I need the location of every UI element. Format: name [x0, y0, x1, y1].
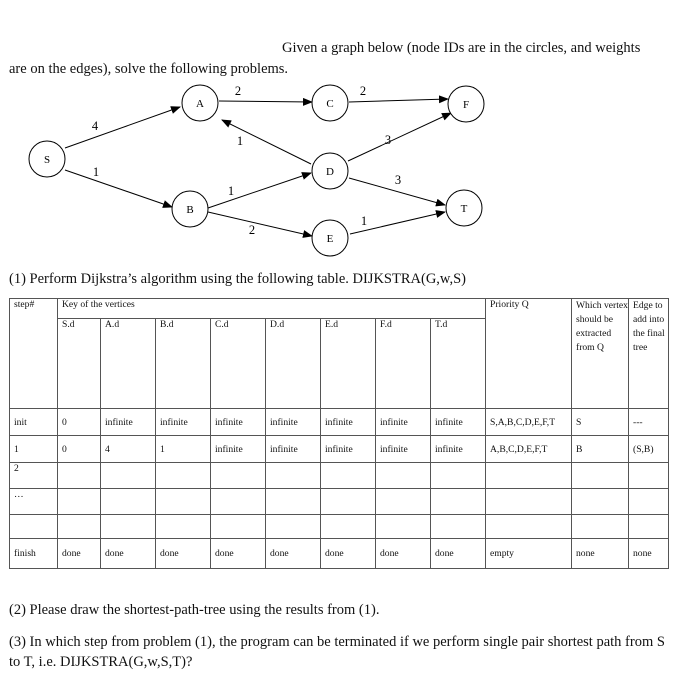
key-cell [156, 489, 211, 515]
queue-cell [486, 463, 572, 489]
column-header: A.d [101, 319, 156, 409]
edge-header: Edge to add into the final tree [629, 299, 669, 409]
key-cell: 1 [156, 436, 211, 463]
edge-D-F [348, 113, 451, 161]
key-cell [321, 463, 376, 489]
edge-B-D [208, 173, 311, 208]
key-cell: infinite [376, 409, 431, 436]
key-cell: infinite [266, 409, 321, 436]
step-cell: … [10, 489, 58, 515]
key-cell [376, 463, 431, 489]
key-cell [156, 463, 211, 489]
key-cell [211, 463, 266, 489]
weight-S-A: 4 [91, 119, 99, 133]
queue-cell: A,B,C,D,E,F,T [486, 436, 572, 463]
key-cell: infinite [211, 409, 266, 436]
key-cell: infinite [266, 436, 321, 463]
edge-cell: --- [629, 409, 669, 436]
key-cell [58, 489, 101, 515]
column-header: S.d [58, 319, 101, 409]
key-cell [211, 515, 266, 539]
weight-S-B: 1 [92, 165, 100, 179]
edge-C-F [349, 99, 448, 102]
table-row [10, 539, 669, 569]
table-row [10, 409, 669, 436]
edge-D-A [222, 120, 311, 164]
edge-cell [629, 489, 669, 515]
key-cell: done [431, 539, 486, 569]
key-cell: 4 [101, 436, 156, 463]
which-cell [572, 515, 629, 539]
queue-cell: empty [486, 539, 572, 569]
intro-line-2: are on the edges), solve the following problems. [9, 61, 289, 77]
key-cell: infinite [211, 436, 266, 463]
edge-S-A [65, 107, 180, 148]
node-label-F: F [462, 99, 470, 111]
step-cell: 1 [10, 436, 58, 463]
key-cell [58, 515, 101, 539]
key-cell [431, 515, 486, 539]
key-cell: infinite [431, 409, 486, 436]
column-header: E.d [321, 319, 376, 409]
node-label-B: B [186, 204, 194, 216]
key-cell [58, 463, 101, 489]
weight-A-C: 2 [234, 84, 242, 98]
table-row [10, 515, 669, 539]
key-cell [101, 489, 156, 515]
question-2: (2) Please draw the shortest-path-tree using the results from (1). [9, 602, 380, 618]
table-header-row [10, 299, 669, 319]
key-cell [266, 515, 321, 539]
weight-E-T: 1 [360, 214, 368, 228]
intro-line-1: Given a graph below (node IDs are in the circles, and weights [282, 40, 641, 56]
edge-A-C [219, 101, 312, 102]
key-cell: infinite [376, 436, 431, 463]
key-cell [101, 515, 156, 539]
weight-B-E: 2 [248, 223, 256, 237]
queue-cell [486, 489, 572, 515]
key-cell: infinite [156, 409, 211, 436]
which-cell [572, 463, 629, 489]
key-header: Key of the vertices [58, 299, 486, 319]
weight-D-A: 1 [236, 134, 244, 148]
table-row [10, 463, 669, 489]
node-label-D: D [326, 166, 334, 178]
column-header: T.d [431, 319, 486, 409]
key-cell: 0 [58, 409, 101, 436]
column-header: C.d [211, 319, 266, 409]
edge-cell: none [629, 539, 669, 569]
key-cell [376, 515, 431, 539]
node-label-E: E [326, 233, 334, 245]
priority-header: Priority Q [486, 299, 572, 409]
key-cell [211, 489, 266, 515]
node-label-S: S [43, 154, 51, 166]
key-cell: infinite [321, 409, 376, 436]
key-cell [431, 489, 486, 515]
which-cell: S [572, 409, 629, 436]
key-cell: done [156, 539, 211, 569]
key-cell: done [58, 539, 101, 569]
key-cell: infinite [101, 409, 156, 436]
key-cell: done [211, 539, 266, 569]
table-row [10, 489, 669, 515]
question-1: (1) Perform Dijkstra’s algorithm using the following table. DIJKSTRA(G,w,S) [9, 271, 466, 287]
step-cell: finish [10, 539, 58, 569]
key-cell: done [376, 539, 431, 569]
key-cell: done [101, 539, 156, 569]
problem-intro [0, 38, 685, 80]
which-header: Which vertex should be extracted from Q [572, 299, 629, 409]
edge-cell [629, 463, 669, 489]
step-cell: init [10, 409, 58, 436]
table-row [10, 436, 669, 463]
key-cell [431, 463, 486, 489]
step-cell [10, 515, 58, 539]
key-cell: 0 [58, 436, 101, 463]
queue-cell [486, 515, 572, 539]
node-label-A: A [196, 98, 204, 110]
key-cell: done [321, 539, 376, 569]
which-cell: none [572, 539, 629, 569]
column-header: F.d [376, 319, 431, 409]
graph-diagram [0, 80, 685, 270]
weight-D-F: 3 [384, 133, 392, 147]
key-cell [321, 515, 376, 539]
key-cell: infinite [321, 436, 376, 463]
edge-S-B [65, 170, 172, 207]
key-cell [156, 515, 211, 539]
step-header: step# [10, 299, 58, 409]
edge-cell: (S,B) [629, 436, 669, 463]
step-cell: 2 [10, 463, 58, 489]
node-label-T: T [460, 203, 468, 215]
edge-cell [629, 515, 669, 539]
which-cell [572, 489, 629, 515]
queue-cell: S,A,B,C,D,E,F,T [486, 409, 572, 436]
edge-B-E [208, 212, 312, 236]
key-cell [321, 489, 376, 515]
key-cell [101, 463, 156, 489]
weight-B-D: 1 [227, 184, 235, 198]
key-cell [266, 463, 321, 489]
key-cell: infinite [431, 436, 486, 463]
column-header: B.d [156, 319, 211, 409]
weight-C-F: 2 [359, 84, 367, 98]
column-header: D.d [266, 319, 321, 409]
which-cell: B [572, 436, 629, 463]
question-3: (3) In which step from problem (1), the program can be terminated if we perform single pair shortest path from S to T, i.e. DIJKSTRA(G,w,S,T)? [9, 634, 665, 670]
key-cell [376, 489, 431, 515]
node-label-C: C [326, 98, 334, 110]
weight-D-T: 3 [394, 173, 402, 187]
key-cell [266, 489, 321, 515]
dijkstra-table [9, 298, 669, 569]
key-cell: done [266, 539, 321, 569]
